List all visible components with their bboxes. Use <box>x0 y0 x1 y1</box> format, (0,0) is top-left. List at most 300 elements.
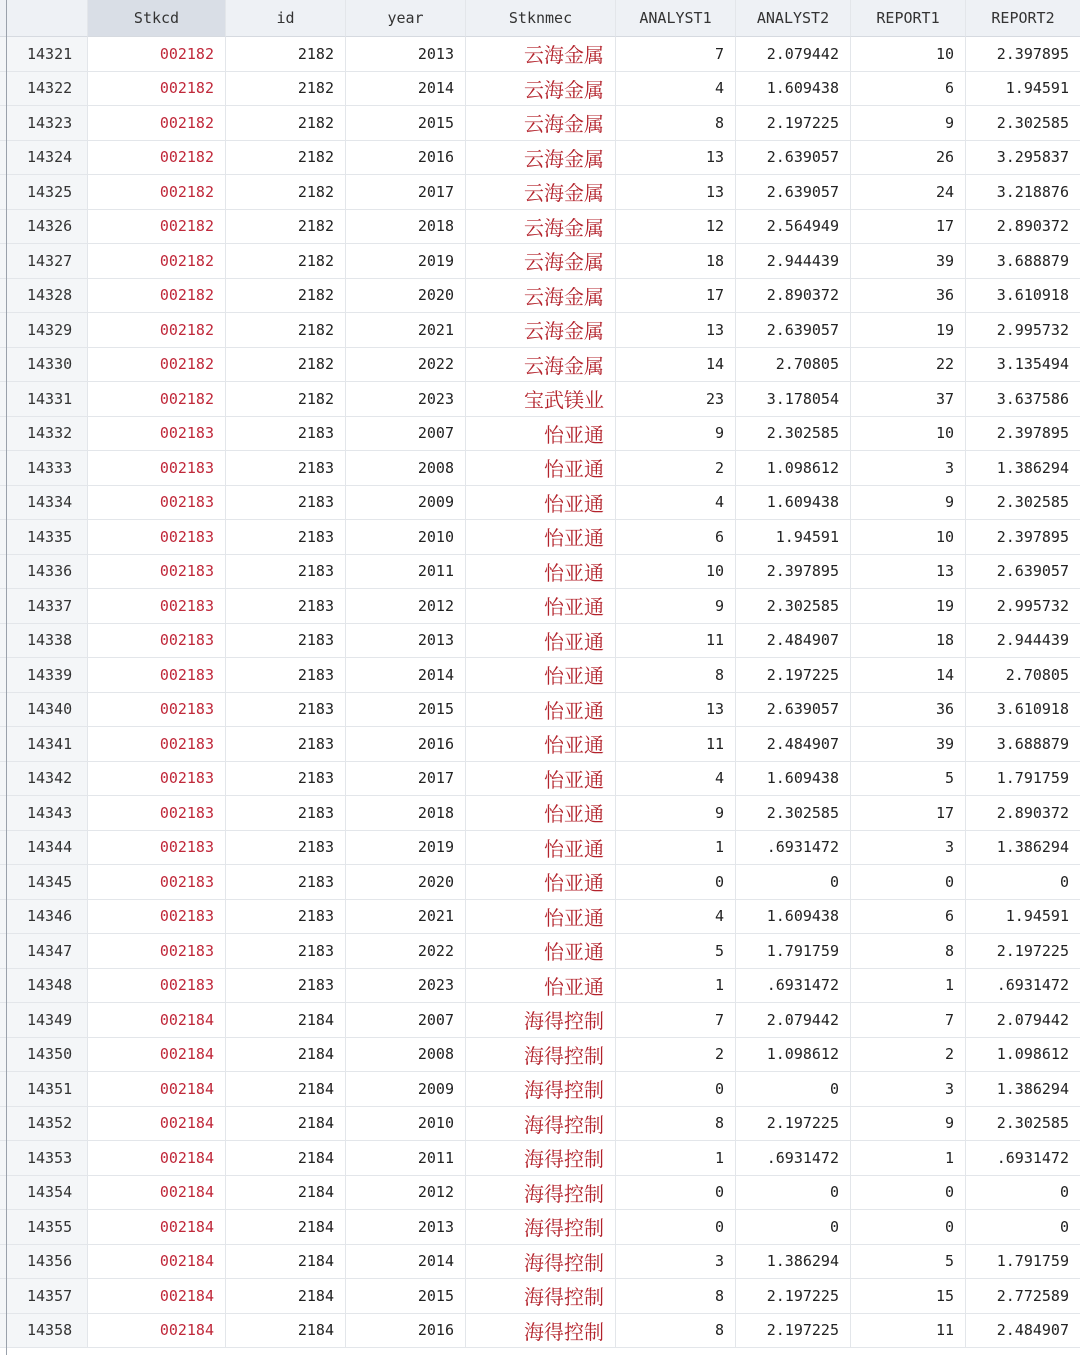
stkcd-cell[interactable]: 002183 <box>88 969 226 1004</box>
stknmec-cell[interactable]: 云海金属 <box>466 279 616 314</box>
report2-cell[interactable]: 2.484907 <box>966 1314 1080 1349</box>
analyst2-cell[interactable]: 2.197225 <box>736 658 851 693</box>
id-cell[interactable]: 2183 <box>226 865 346 900</box>
table-row[interactable] <box>0 348 1080 383</box>
stkcd-cell[interactable]: 002183 <box>88 624 226 659</box>
stknmec-cell[interactable]: 怡亚通 <box>466 451 616 486</box>
report2-cell[interactable]: 3.637586 <box>966 382 1080 417</box>
row-number[interactable]: 14354 <box>0 1176 88 1211</box>
table-row[interactable] <box>0 762 1080 797</box>
year-cell[interactable]: 2014 <box>346 72 466 107</box>
report2-cell[interactable]: 2.70805 <box>966 658 1080 693</box>
header-id[interactable]: id <box>226 0 346 37</box>
analyst1-cell[interactable]: 0 <box>616 865 736 900</box>
row-number[interactable]: 14336 <box>0 555 88 590</box>
id-cell[interactable]: 2184 <box>226 1107 346 1142</box>
report1-cell[interactable]: 6 <box>851 900 966 935</box>
analyst2-cell[interactable]: 2.397895 <box>736 555 851 590</box>
table-row[interactable] <box>0 72 1080 107</box>
stkcd-cell[interactable]: 002184 <box>88 1141 226 1176</box>
analyst2-cell[interactable]: 0 <box>736 1176 851 1211</box>
id-cell[interactable]: 2183 <box>226 831 346 866</box>
table-row[interactable] <box>0 555 1080 590</box>
report2-cell[interactable]: 2.197225 <box>966 934 1080 969</box>
table-row[interactable] <box>0 210 1080 245</box>
report1-cell[interactable]: 17 <box>851 210 966 245</box>
stkcd-cell[interactable]: 002183 <box>88 451 226 486</box>
analyst2-cell[interactable]: 1.098612 <box>736 1038 851 1073</box>
report1-cell[interactable]: 3 <box>851 831 966 866</box>
stknmec-cell[interactable]: 云海金属 <box>466 313 616 348</box>
year-cell[interactable]: 2022 <box>346 934 466 969</box>
id-cell[interactable]: 2183 <box>226 727 346 762</box>
table-row[interactable] <box>0 693 1080 728</box>
stkcd-cell[interactable]: 002183 <box>88 555 226 590</box>
year-cell[interactable]: 2016 <box>346 141 466 176</box>
id-cell[interactable]: 2183 <box>226 486 346 521</box>
year-cell[interactable]: 2007 <box>346 417 466 452</box>
stkcd-cell[interactable]: 002183 <box>88 900 226 935</box>
stknmec-cell[interactable]: 海得控制 <box>466 1038 616 1073</box>
stknmec-cell[interactable]: 怡亚通 <box>466 762 616 797</box>
table-row[interactable] <box>0 244 1080 279</box>
stkcd-cell[interactable]: 002182 <box>88 141 226 176</box>
id-cell[interactable]: 2183 <box>226 451 346 486</box>
stknmec-cell[interactable]: 海得控制 <box>466 1279 616 1314</box>
analyst2-cell[interactable]: 1.94591 <box>736 520 851 555</box>
analyst1-cell[interactable]: 12 <box>616 210 736 245</box>
analyst1-cell[interactable]: 5 <box>616 934 736 969</box>
table-row[interactable] <box>0 1038 1080 1073</box>
report1-cell[interactable]: 9 <box>851 1107 966 1142</box>
year-cell[interactable]: 2010 <box>346 1107 466 1142</box>
analyst1-cell[interactable]: 4 <box>616 762 736 797</box>
report1-cell[interactable]: 10 <box>851 520 966 555</box>
analyst1-cell[interactable]: 2 <box>616 1038 736 1073</box>
table-row[interactable] <box>0 589 1080 624</box>
analyst2-cell[interactable]: .6931472 <box>736 831 851 866</box>
table-row[interactable] <box>0 1210 1080 1245</box>
report1-cell[interactable]: 24 <box>851 175 966 210</box>
analyst2-cell[interactable]: .6931472 <box>736 969 851 1004</box>
stkcd-cell[interactable]: 002184 <box>88 1072 226 1107</box>
year-cell[interactable]: 2018 <box>346 210 466 245</box>
analyst2-cell[interactable]: 2.302585 <box>736 796 851 831</box>
row-number[interactable]: 14352 <box>0 1107 88 1142</box>
stkcd-cell[interactable]: 002182 <box>88 72 226 107</box>
analyst2-cell[interactable]: 0 <box>736 1072 851 1107</box>
row-number[interactable]: 14342 <box>0 762 88 797</box>
id-cell[interactable]: 2184 <box>226 1245 346 1280</box>
table-row[interactable] <box>0 520 1080 555</box>
header-stkcd[interactable]: Stkcd <box>88 0 226 37</box>
id-cell[interactable]: 2184 <box>226 1210 346 1245</box>
stknmec-cell[interactable]: 怡亚通 <box>466 417 616 452</box>
analyst1-cell[interactable]: 1 <box>616 1141 736 1176</box>
report2-cell[interactable]: 2.995732 <box>966 313 1080 348</box>
stkcd-cell[interactable]: 002183 <box>88 693 226 728</box>
id-cell[interactable]: 2183 <box>226 658 346 693</box>
table-row[interactable] <box>0 1107 1080 1142</box>
stkcd-cell[interactable]: 002183 <box>88 934 226 969</box>
row-number[interactable]: 14355 <box>0 1210 88 1245</box>
report1-cell[interactable]: 19 <box>851 589 966 624</box>
analyst1-cell[interactable]: 13 <box>616 141 736 176</box>
stknmec-cell[interactable]: 海得控制 <box>466 1107 616 1142</box>
year-cell[interactable]: 2011 <box>346 1141 466 1176</box>
id-cell[interactable]: 2184 <box>226 1314 346 1349</box>
year-cell[interactable]: 2022 <box>346 348 466 383</box>
report2-cell[interactable]: 3.295837 <box>966 141 1080 176</box>
stkcd-cell[interactable]: 002182 <box>88 244 226 279</box>
table-row[interactable] <box>0 1003 1080 1038</box>
stknmec-cell[interactable]: 海得控制 <box>466 1176 616 1211</box>
analyst1-cell[interactable]: 4 <box>616 486 736 521</box>
analyst1-cell[interactable]: 10 <box>616 555 736 590</box>
stkcd-cell[interactable]: 002184 <box>88 1245 226 1280</box>
stkcd-cell[interactable]: 002182 <box>88 210 226 245</box>
report2-cell[interactable]: .6931472 <box>966 969 1080 1004</box>
stknmec-cell[interactable]: 云海金属 <box>466 348 616 383</box>
row-number[interactable]: 14358 <box>0 1314 88 1349</box>
table-row[interactable] <box>0 141 1080 176</box>
table-row[interactable] <box>0 1141 1080 1176</box>
row-number[interactable]: 14334 <box>0 486 88 521</box>
row-number[interactable]: 14321 <box>0 37 88 72</box>
stknmec-cell[interactable]: 云海金属 <box>466 72 616 107</box>
analyst1-cell[interactable]: 13 <box>616 313 736 348</box>
report1-cell[interactable]: 18 <box>851 624 966 659</box>
analyst1-cell[interactable]: 23 <box>616 382 736 417</box>
report2-cell[interactable]: 0 <box>966 1210 1080 1245</box>
row-number[interactable]: 14332 <box>0 417 88 452</box>
stkcd-cell[interactable]: 002183 <box>88 796 226 831</box>
stknmec-cell[interactable]: 云海金属 <box>466 210 616 245</box>
report2-cell[interactable]: 1.386294 <box>966 831 1080 866</box>
row-number[interactable]: 14328 <box>0 279 88 314</box>
report1-cell[interactable]: 1 <box>851 969 966 1004</box>
id-cell[interactable]: 2184 <box>226 1038 346 1073</box>
analyst2-cell[interactable]: 2.639057 <box>736 313 851 348</box>
report2-cell[interactable]: 2.302585 <box>966 486 1080 521</box>
year-cell[interactable]: 2008 <box>346 451 466 486</box>
row-number[interactable]: 14323 <box>0 106 88 141</box>
row-number[interactable]: 14346 <box>0 900 88 935</box>
analyst2-cell[interactable]: 2.70805 <box>736 348 851 383</box>
id-cell[interactable]: 2182 <box>226 210 346 245</box>
stknmec-cell[interactable]: 云海金属 <box>466 141 616 176</box>
stkcd-cell[interactable]: 002184 <box>88 1314 226 1349</box>
year-cell[interactable]: 2007 <box>346 1003 466 1038</box>
report1-cell[interactable]: 14 <box>851 658 966 693</box>
stknmec-cell[interactable]: 怡亚通 <box>466 727 616 762</box>
id-cell[interactable]: 2183 <box>226 969 346 1004</box>
report2-cell[interactable]: 2.397895 <box>966 417 1080 452</box>
row-number[interactable]: 14340 <box>0 693 88 728</box>
report2-cell[interactable]: 2.944439 <box>966 624 1080 659</box>
year-cell[interactable]: 2020 <box>346 865 466 900</box>
table-row[interactable] <box>0 313 1080 348</box>
stknmec-cell[interactable]: 怡亚通 <box>466 831 616 866</box>
stknmec-cell[interactable]: 海得控制 <box>466 1141 616 1176</box>
stknmec-cell[interactable]: 云海金属 <box>466 244 616 279</box>
stkcd-cell[interactable]: 002184 <box>88 1038 226 1073</box>
analyst1-cell[interactable]: 3 <box>616 1245 736 1280</box>
table-row[interactable] <box>0 1176 1080 1211</box>
row-number[interactable]: 14356 <box>0 1245 88 1280</box>
report1-cell[interactable]: 5 <box>851 1245 966 1280</box>
row-number[interactable]: 14338 <box>0 624 88 659</box>
id-cell[interactable]: 2182 <box>226 175 346 210</box>
stkcd-cell[interactable]: 002183 <box>88 486 226 521</box>
report1-cell[interactable]: 19 <box>851 313 966 348</box>
header-analyst2[interactable]: ANALYST2 <box>736 0 851 37</box>
row-number[interactable]: 14341 <box>0 727 88 762</box>
year-cell[interactable]: 2013 <box>346 624 466 659</box>
report1-cell[interactable]: 9 <box>851 486 966 521</box>
analyst1-cell[interactable]: 18 <box>616 244 736 279</box>
analyst2-cell[interactable]: 2.484907 <box>736 624 851 659</box>
analyst1-cell[interactable]: 7 <box>616 37 736 72</box>
analyst2-cell[interactable]: 2.079442 <box>736 1003 851 1038</box>
report2-cell[interactable]: 1.791759 <box>966 762 1080 797</box>
report2-cell[interactable]: 2.302585 <box>966 106 1080 141</box>
analyst1-cell[interactable]: 0 <box>616 1210 736 1245</box>
analyst2-cell[interactable]: 1.609438 <box>736 900 851 935</box>
report1-cell[interactable]: 2 <box>851 1038 966 1073</box>
analyst1-cell[interactable]: 0 <box>616 1072 736 1107</box>
report2-cell[interactable]: 1.386294 <box>966 1072 1080 1107</box>
report1-cell[interactable]: 37 <box>851 382 966 417</box>
report2-cell[interactable]: 3.135494 <box>966 348 1080 383</box>
header-report1[interactable]: REPORT1 <box>851 0 966 37</box>
report2-cell[interactable]: 3.688879 <box>966 244 1080 279</box>
analyst2-cell[interactable]: 2.639057 <box>736 693 851 728</box>
year-cell[interactable]: 2021 <box>346 900 466 935</box>
analyst1-cell[interactable]: 8 <box>616 106 736 141</box>
id-cell[interactable]: 2183 <box>226 589 346 624</box>
year-cell[interactable]: 2015 <box>346 106 466 141</box>
analyst1-cell[interactable]: 13 <box>616 175 736 210</box>
report2-cell[interactable]: 1.386294 <box>966 451 1080 486</box>
row-number[interactable]: 14345 <box>0 865 88 900</box>
id-cell[interactable]: 2184 <box>226 1176 346 1211</box>
table-row[interactable] <box>0 1314 1080 1349</box>
analyst1-cell[interactable]: 9 <box>616 417 736 452</box>
id-cell[interactable]: 2184 <box>226 1141 346 1176</box>
id-cell[interactable]: 2182 <box>226 348 346 383</box>
report2-cell[interactable]: 1.94591 <box>966 900 1080 935</box>
analyst1-cell[interactable]: 11 <box>616 624 736 659</box>
table-row[interactable] <box>0 451 1080 486</box>
report2-cell[interactable]: 3.610918 <box>966 279 1080 314</box>
analyst1-cell[interactable]: 4 <box>616 900 736 935</box>
table-row[interactable] <box>0 796 1080 831</box>
report1-cell[interactable]: 3 <box>851 1072 966 1107</box>
stknmec-cell[interactable]: 怡亚通 <box>466 486 616 521</box>
stkcd-cell[interactable]: 002183 <box>88 727 226 762</box>
row-number[interactable]: 14344 <box>0 831 88 866</box>
analyst2-cell[interactable]: 3.178054 <box>736 382 851 417</box>
stknmec-cell[interactable]: 海得控制 <box>466 1314 616 1349</box>
table-row[interactable] <box>0 1072 1080 1107</box>
id-cell[interactable]: 2182 <box>226 106 346 141</box>
id-cell[interactable]: 2182 <box>226 72 346 107</box>
year-cell[interactable]: 2012 <box>346 1176 466 1211</box>
analyst1-cell[interactable]: 9 <box>616 589 736 624</box>
stknmec-cell[interactable]: 云海金属 <box>466 37 616 72</box>
stknmec-cell[interactable]: 怡亚通 <box>466 693 616 728</box>
stkcd-cell[interactable]: 002183 <box>88 589 226 624</box>
year-cell[interactable]: 2012 <box>346 589 466 624</box>
id-cell[interactable]: 2182 <box>226 244 346 279</box>
year-cell[interactable]: 2016 <box>346 1314 466 1349</box>
header-year[interactable]: year <box>346 0 466 37</box>
id-cell[interactable]: 2182 <box>226 37 346 72</box>
report1-cell[interactable]: 11 <box>851 1314 966 1349</box>
analyst1-cell[interactable]: 14 <box>616 348 736 383</box>
row-number[interactable]: 14353 <box>0 1141 88 1176</box>
stkcd-cell[interactable]: 002182 <box>88 382 226 417</box>
table-row[interactable] <box>0 969 1080 1004</box>
stknmec-cell[interactable]: 怡亚通 <box>466 969 616 1004</box>
id-cell[interactable]: 2183 <box>226 417 346 452</box>
row-number[interactable]: 14327 <box>0 244 88 279</box>
row-number[interactable]: 14324 <box>0 141 88 176</box>
report2-cell[interactable]: 2.397895 <box>966 520 1080 555</box>
analyst1-cell[interactable]: 2 <box>616 451 736 486</box>
analyst1-cell[interactable]: 8 <box>616 1107 736 1142</box>
table-row[interactable] <box>0 727 1080 762</box>
year-cell[interactable]: 2015 <box>346 693 466 728</box>
year-cell[interactable]: 2015 <box>346 1279 466 1314</box>
stkcd-cell[interactable]: 002182 <box>88 313 226 348</box>
analyst2-cell[interactable]: 2.197225 <box>736 1279 851 1314</box>
row-number[interactable]: 14348 <box>0 969 88 1004</box>
stknmec-cell[interactable]: 怡亚通 <box>466 520 616 555</box>
report2-cell[interactable]: 1.94591 <box>966 72 1080 107</box>
report2-cell[interactable]: 0 <box>966 865 1080 900</box>
report2-cell[interactable]: 2.890372 <box>966 796 1080 831</box>
report1-cell[interactable]: 36 <box>851 279 966 314</box>
stknmec-cell[interactable]: 怡亚通 <box>466 900 616 935</box>
id-cell[interactable]: 2184 <box>226 1003 346 1038</box>
table-row[interactable] <box>0 900 1080 935</box>
report2-cell[interactable]: 2.079442 <box>966 1003 1080 1038</box>
stknmec-cell[interactable]: 怡亚通 <box>466 624 616 659</box>
stkcd-cell[interactable]: 002182 <box>88 106 226 141</box>
report2-cell[interactable]: .6931472 <box>966 1141 1080 1176</box>
analyst2-cell[interactable]: 2.944439 <box>736 244 851 279</box>
year-cell[interactable]: 2010 <box>346 520 466 555</box>
report1-cell[interactable]: 26 <box>851 141 966 176</box>
table-row[interactable] <box>0 934 1080 969</box>
table-row[interactable] <box>0 417 1080 452</box>
analyst2-cell[interactable]: 1.609438 <box>736 72 851 107</box>
row-number[interactable]: 14357 <box>0 1279 88 1314</box>
stkcd-cell[interactable]: 002182 <box>88 348 226 383</box>
report1-cell[interactable]: 17 <box>851 796 966 831</box>
stknmec-cell[interactable]: 云海金属 <box>466 175 616 210</box>
row-number[interactable]: 14333 <box>0 451 88 486</box>
analyst1-cell[interactable]: 6 <box>616 520 736 555</box>
table-row[interactable] <box>0 624 1080 659</box>
table-row[interactable] <box>0 486 1080 521</box>
id-cell[interactable]: 2183 <box>226 762 346 797</box>
report2-cell[interactable]: 3.688879 <box>966 727 1080 762</box>
row-number[interactable]: 14347 <box>0 934 88 969</box>
analyst1-cell[interactable]: 13 <box>616 693 736 728</box>
table-row[interactable] <box>0 1279 1080 1314</box>
row-number[interactable]: 14322 <box>0 72 88 107</box>
year-cell[interactable]: 2017 <box>346 175 466 210</box>
year-cell[interactable]: 2023 <box>346 382 466 417</box>
table-row[interactable] <box>0 658 1080 693</box>
id-cell[interactable]: 2183 <box>226 900 346 935</box>
report2-cell[interactable]: 3.610918 <box>966 693 1080 728</box>
stkcd-cell[interactable]: 002182 <box>88 37 226 72</box>
report1-cell[interactable]: 1 <box>851 1141 966 1176</box>
table-row[interactable] <box>0 382 1080 417</box>
stknmec-cell[interactable]: 云海金属 <box>466 106 616 141</box>
year-cell[interactable]: 2023 <box>346 969 466 1004</box>
header-report2[interactable]: REPORT2 <box>966 0 1080 37</box>
report1-cell[interactable]: 10 <box>851 37 966 72</box>
report1-cell[interactable]: 39 <box>851 727 966 762</box>
id-cell[interactable]: 2184 <box>226 1072 346 1107</box>
table-row[interactable] <box>0 279 1080 314</box>
stkcd-cell[interactable]: 002183 <box>88 762 226 797</box>
table-row[interactable] <box>0 1245 1080 1280</box>
report1-cell[interactable]: 5 <box>851 762 966 797</box>
report2-cell[interactable]: 2.772589 <box>966 1279 1080 1314</box>
analyst2-cell[interactable]: 2.197225 <box>736 1107 851 1142</box>
year-cell[interactable]: 2018 <box>346 796 466 831</box>
stkcd-cell[interactable]: 002182 <box>88 175 226 210</box>
row-number[interactable]: 14349 <box>0 1003 88 1038</box>
table-row[interactable] <box>0 865 1080 900</box>
stknmec-cell[interactable]: 海得控制 <box>466 1210 616 1245</box>
stkcd-cell[interactable]: 002183 <box>88 520 226 555</box>
id-cell[interactable]: 2183 <box>226 624 346 659</box>
report1-cell[interactable]: 22 <box>851 348 966 383</box>
year-cell[interactable]: 2011 <box>346 555 466 590</box>
stkcd-cell[interactable]: 002184 <box>88 1107 226 1142</box>
stkcd-cell[interactable]: 002183 <box>88 831 226 866</box>
analyst1-cell[interactable]: 4 <box>616 72 736 107</box>
row-number[interactable]: 14335 <box>0 520 88 555</box>
id-cell[interactable]: 2183 <box>226 520 346 555</box>
row-number[interactable]: 14351 <box>0 1072 88 1107</box>
stkcd-cell[interactable]: 002182 <box>88 279 226 314</box>
id-cell[interactable]: 2183 <box>226 555 346 590</box>
row-number[interactable]: 14331 <box>0 382 88 417</box>
row-number[interactable]: 14329 <box>0 313 88 348</box>
analyst1-cell[interactable]: 1 <box>616 969 736 1004</box>
stknmec-cell[interactable]: 海得控制 <box>466 1245 616 1280</box>
row-number[interactable]: 14339 <box>0 658 88 693</box>
analyst2-cell[interactable]: 2.302585 <box>736 589 851 624</box>
report2-cell[interactable]: 1.098612 <box>966 1038 1080 1073</box>
analyst1-cell[interactable]: 1 <box>616 831 736 866</box>
report1-cell[interactable]: 39 <box>851 244 966 279</box>
analyst2-cell[interactable]: 2.197225 <box>736 1314 851 1349</box>
analyst2-cell[interactable]: 0 <box>736 1210 851 1245</box>
header-stknmec[interactable]: Stknmec <box>466 0 616 37</box>
report1-cell[interactable]: 9 <box>851 106 966 141</box>
stkcd-cell[interactable]: 002184 <box>88 1176 226 1211</box>
year-cell[interactable]: 2008 <box>346 1038 466 1073</box>
